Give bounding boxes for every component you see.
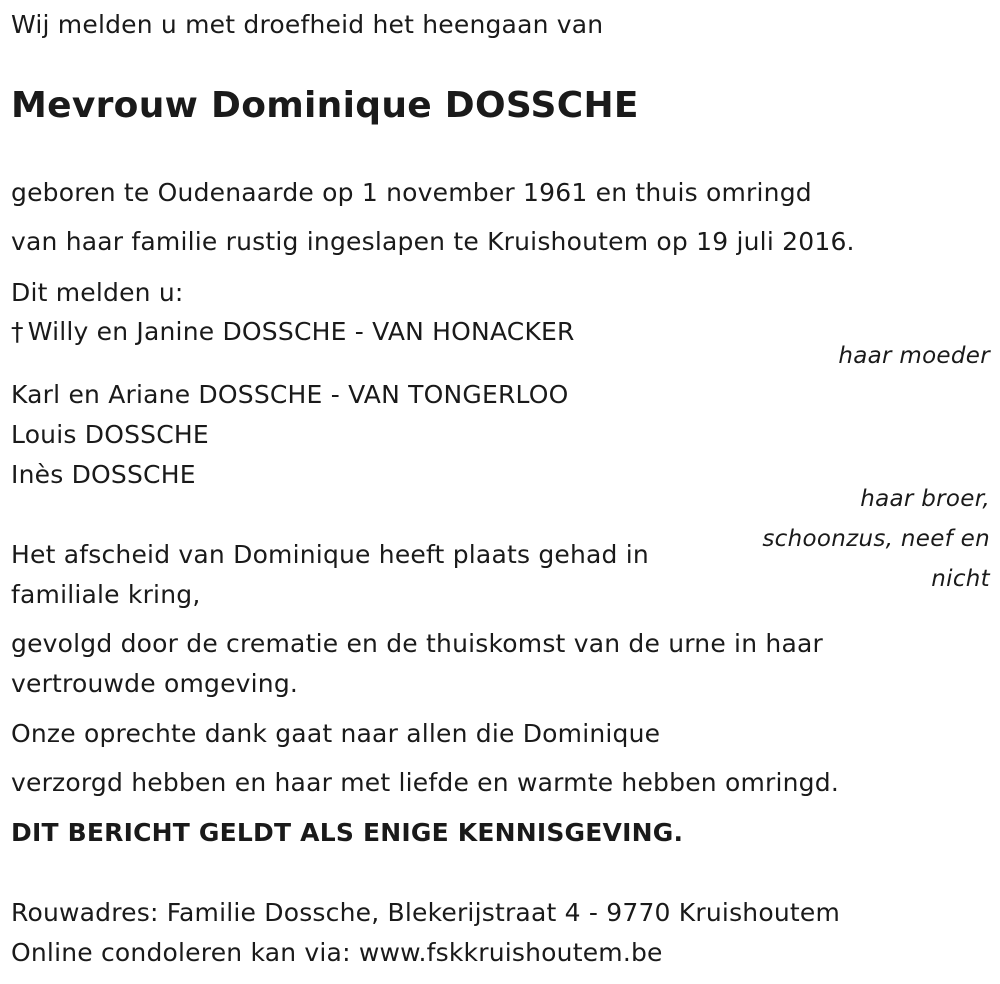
cremation-line-2: vertrouwde omgeving.: [11, 669, 299, 698]
deceased-name: Mevrouw Dominique DOSSCHE: [11, 85, 639, 126]
farewell-line-1: Het afscheid van Dominique heeft plaats gehad in: [11, 540, 649, 569]
relation-siblings: [762, 479, 990, 599]
farewell-line-2: familiale kring,: [11, 580, 201, 609]
birth-line-2: van haar familie rustig ingeslapen te Kruishoutem op 19 juli 2016.: [11, 227, 855, 256]
thanks-line-2: verzorgd hebben en haar met liefde en warmte hebben omringd.: [11, 768, 839, 797]
birth-line-1: geboren te Oudenaarde op 1 november 1961 en thuis omringd: [11, 178, 812, 207]
thanks-line-1: Onze oprechte dank gaat naar allen die Dominique: [11, 719, 661, 748]
family-sibling-2: Louis DOSSCHE: [11, 420, 209, 449]
relation-siblings-line-1: haar broer,: [860, 486, 990, 512]
online-condolence: Online condoleren kan via: www.fskkruishoutem.be: [11, 938, 663, 967]
relation-siblings-line-3: nicht: [931, 566, 990, 592]
relation-mother: haar moeder: [838, 343, 990, 369]
family-sibling-3: Inès DOSSCHE: [11, 460, 196, 489]
official-notice: DIT BERICHT GELDT ALS ENIGE KENNISGEVING.: [11, 818, 684, 847]
intro-text: Wij melden u met droefheid het heengaan van: [11, 10, 604, 39]
mourning-address: Rouwadres: Familie Dossche, Blekerijstraat 4 - 9770 Kruishoutem: [11, 898, 841, 927]
announcers-intro: Dit melden u:: [11, 278, 184, 307]
relation-siblings-line-2: schoonzus, neef en: [762, 526, 990, 552]
family-sibling-1: Karl en Ariane DOSSCHE - VAN TONGERLOO: [11, 380, 569, 409]
family-parents: [11, 312, 575, 352]
cross-icon: †: [11, 317, 24, 346]
cremation-line-1: gevolgd door de crematie en de thuiskomst van de urne in haar: [11, 629, 823, 658]
parents-names: Willy en Janine DOSSCHE - VAN HONACKER: [27, 317, 575, 346]
